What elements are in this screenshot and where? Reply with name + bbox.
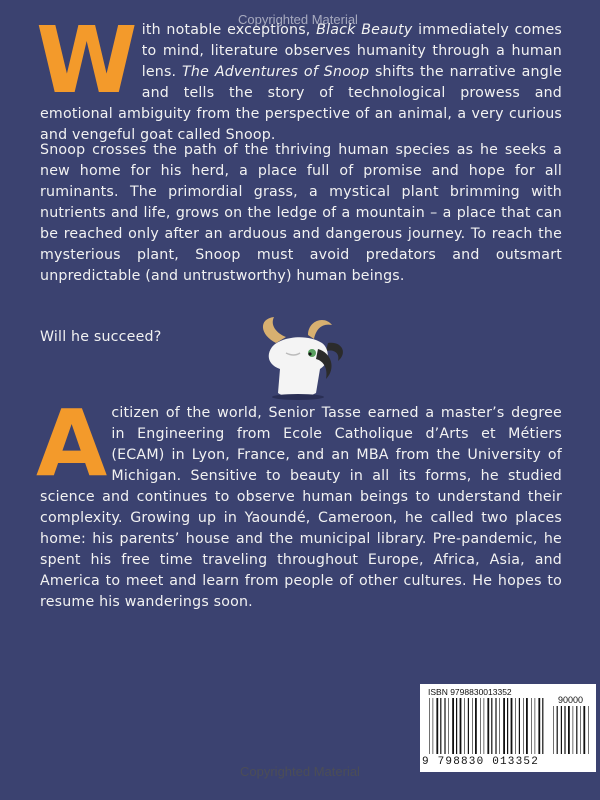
blurb-p1-post: shifts the narrative angle and tells the story of technological prowess and emotional ambiguity from the perspective of an animal, a very curious and vengeful goat called Snoop. xyxy=(40,64,563,143)
blurb-p1-mid: immediately comes to mind, literature observes humanity through a human lens. xyxy=(141,22,563,80)
barcode-bar xyxy=(526,698,528,754)
barcode-bar xyxy=(535,698,536,754)
barcode-bar xyxy=(468,698,469,754)
barcode-bar xyxy=(472,698,473,754)
barcode-bar xyxy=(503,698,505,754)
isbn-barcode xyxy=(420,684,596,772)
isbn-digits: 9 798830 013352 xyxy=(422,756,540,768)
barcode-bar xyxy=(499,698,500,754)
barcode-bar xyxy=(475,698,477,754)
barcode-bar xyxy=(576,706,577,754)
barcode-bar xyxy=(564,706,565,754)
drop-cap-a: A xyxy=(36,390,108,497)
barcode-bar xyxy=(429,698,430,754)
barcode-bar xyxy=(542,698,543,754)
barcode-bar xyxy=(573,706,574,754)
barcode-bar xyxy=(511,698,513,754)
barcode-bar xyxy=(480,698,481,754)
watermark-bottom: Copyrighted Material xyxy=(240,764,360,779)
barcode-bar xyxy=(440,698,441,754)
barcode-bar xyxy=(583,706,585,754)
barcode-bar xyxy=(515,698,516,754)
blurb-question: Will he succeed? xyxy=(40,329,162,345)
barcode-bar xyxy=(452,698,454,754)
barcode-bar xyxy=(519,698,520,754)
barcode-addon-bars xyxy=(552,706,590,754)
barcode-bar xyxy=(491,698,492,754)
book-title-black-beauty: Black Beauty xyxy=(316,22,413,38)
barcode-bar xyxy=(568,706,570,754)
author-bio-text: citizen of the world, Senior Tasse earned a master’s degree in Engineering from Ecole Catholique d’Arts et Métiers (ECAM) in Lyon, France, and an MBA from the University of Michigan. Sensitive to beauty in all its forms, he studied science and continues to observe human beings to understand their complexity. Growing up in Yaoundé, Cameroon, he called two places home: his parents’ house and the municipal library. Pre-pandemic, he spent his free time traveling throughout Europe, Africa, Asia, and America to meet and learn from people of other cultures. He hopes to resume his wanderings soon. xyxy=(40,405,562,610)
barcode-bar xyxy=(523,698,524,754)
barcode-bar xyxy=(436,698,438,754)
barcode-bar xyxy=(553,706,554,754)
barcode-bar xyxy=(460,698,462,754)
barcode-bar xyxy=(531,698,532,754)
barcode-bar xyxy=(495,698,496,754)
barcode-bar xyxy=(538,698,540,754)
barcode-bar xyxy=(464,698,465,754)
barcode-bars xyxy=(428,698,546,754)
barcode-bar xyxy=(507,698,508,754)
barcode-bar xyxy=(588,706,589,754)
watermark-top: Copyrighted Material xyxy=(238,12,358,27)
drop-cap-w: W xyxy=(36,7,138,114)
blurb-paragraph-2: Snoop crosses the path of the thriving human species as he seeks a new home for his herd, a place full of promise and hope for all ruminants. The primordial grass, a mystical plant brimming with nutrients and life, grows on the ledge of a mountain – a place that can be reached only after an arduous and dangerous journey. To reach the mysterious plant, Snoop must avoid predators and outsmart unpredictable (and untrustworthy) human beings. xyxy=(40,142,562,284)
barcode-bar xyxy=(561,706,562,754)
barcode-bar xyxy=(433,698,434,754)
goat-illustration xyxy=(246,313,356,403)
barcode-bar xyxy=(444,698,445,754)
book-title-snoop: The Adventures of Snoop xyxy=(182,64,370,80)
barcode-bar xyxy=(484,698,485,754)
barcode-bar xyxy=(448,698,449,754)
price-code: 90000 xyxy=(558,695,584,705)
blurb-p1-pre: ith notable exceptions, xyxy=(141,22,317,38)
barcode-bar xyxy=(456,698,457,754)
isbn-label: ISBN 9798830013352 xyxy=(428,687,512,697)
barcode-bar xyxy=(487,698,489,754)
author-bio xyxy=(36,390,562,613)
barcode-bar xyxy=(557,706,558,754)
barcode-bar xyxy=(580,706,581,754)
